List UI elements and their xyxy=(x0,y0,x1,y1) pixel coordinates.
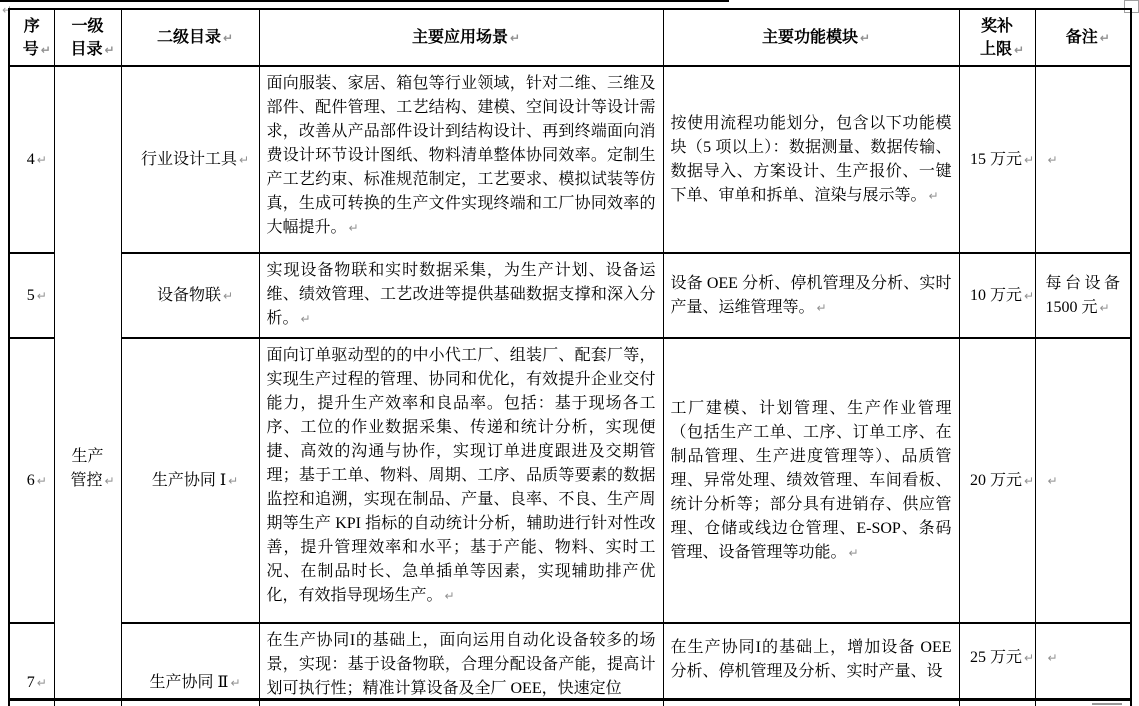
level2-label: 生产协同 Ⅰ xyxy=(151,471,227,489)
cell-level2 xyxy=(121,66,259,253)
paragraph-mark-icon: ↵ xyxy=(1047,152,1058,167)
cell-level2 xyxy=(121,253,259,338)
cell-subsidy xyxy=(959,338,1035,623)
cell-serial xyxy=(9,623,54,706)
modules-text: 在生产协同I的基础上，增加设备 OEE 分析、停机管理及分析、实时产量、设 xyxy=(670,639,952,680)
cell-serial xyxy=(9,338,54,623)
cell-serial xyxy=(9,66,54,253)
paragraph-mark-icon: ↵ xyxy=(816,300,827,315)
subsidy-amount: 25 万元 xyxy=(969,649,1022,666)
col-header-scenario xyxy=(259,9,663,66)
paragraph-mark-icon: ↵ xyxy=(1024,152,1035,167)
scenario-text: 面向订单驱动型的的中小代工厂、组装厂、配套厂等，实现生产过程的管理、协同和优化，有效提升企业交付能力，提升生产效率和良品率。包括：基于现场各工序、工位的作业数据采集、传递和统计分析，实现便捷、高效的沟通与协作，实现订单进度跟进及交期管理；基于工单、物料、周期、工序、品质等要素的数据监控和追溯，实现在制品、产量、良率、不良、生产周期等生产 KPI 指标的自动统计分析，辅助进行针对性改善，提升管理效率和水平；基于产能、物料、实时工况、在制品时长、急单插单等因素，实现辅助排产优化，有效指导现场生产。 xyxy=(266,347,656,604)
paragraph-mark-icon: ↵ xyxy=(36,152,47,167)
cell-serial xyxy=(9,253,54,338)
table-row xyxy=(9,338,1131,623)
col-header-level1 xyxy=(54,9,121,66)
paragraph-mark-icon: ↵ xyxy=(228,473,239,488)
paragraph-mark-icon: ↵ xyxy=(230,676,241,690)
cell-subsidy xyxy=(959,253,1035,338)
col-header-remark-label: 备注 xyxy=(1065,29,1098,46)
cell-scenario xyxy=(259,253,663,338)
level2-label: 生产协同 Ⅱ xyxy=(149,674,229,691)
serial-number: 5 xyxy=(26,286,35,304)
level2-label: 设备物联 xyxy=(156,286,221,304)
paragraph-mark-icon: ↵ xyxy=(40,42,51,57)
cell-scenario xyxy=(259,338,663,623)
paragraph-mark-icon: ↵ xyxy=(239,152,250,167)
serial-number: 4 xyxy=(26,150,35,168)
col-header-scenario-label: 主要应用场景 xyxy=(411,29,508,46)
paragraph-mark-icon: ↵ xyxy=(36,288,47,303)
cell-level1-merged xyxy=(54,66,121,706)
paragraph-mark-icon: ↵ xyxy=(223,288,234,303)
cell-modules xyxy=(663,338,959,623)
col-header-subsidy xyxy=(959,9,1035,66)
serial-number: 7 xyxy=(26,674,35,691)
col-header-level2-label: 二级目录 xyxy=(156,29,221,46)
modules-text: 按使用流程功能划分，包含以下功能模块（5 项以上）：数据测量、数据传输、数据导入、方案设计、生产报价、一键下单、审单和拆单、渲染与展示等。 xyxy=(670,114,952,204)
paragraph-mark-icon: ↵ xyxy=(348,221,359,235)
table-row xyxy=(9,253,1131,338)
level2-label: 行业设计工具 xyxy=(140,150,237,168)
header-row xyxy=(9,9,1131,66)
serial-number: 6 xyxy=(26,471,35,489)
subsidy-catalog-table xyxy=(8,8,1132,706)
scroll-fragment xyxy=(1092,703,1122,705)
col-header-serial-label: 序号 xyxy=(22,17,40,58)
remark-text: 每台设备 1500 元 xyxy=(1045,274,1120,316)
table-row xyxy=(9,623,1131,706)
col-header-remark xyxy=(1035,9,1131,66)
cell-remark xyxy=(1035,338,1131,623)
scenario-text: 在生产协同I的基础上，面向运用自动化设备较多的场景，实现：基于设备物联，合理分配设备产能，提高计划可执行性；精准计算设备及全厂 OEE，快速定位 xyxy=(266,632,656,697)
paragraph-mark-icon: ↵ xyxy=(36,676,47,690)
page-bottom-rule xyxy=(8,698,1130,701)
cell-remark xyxy=(1035,66,1131,253)
cell-remark xyxy=(1035,253,1131,338)
paragraph-mark-icon: ↵ xyxy=(36,473,47,488)
cell-level2 xyxy=(121,338,259,623)
cell-modules xyxy=(663,253,959,338)
paragraph-mark-icon: ↵ xyxy=(104,473,115,488)
cell-modules xyxy=(663,66,959,253)
col-header-level1-label: 一级目录 xyxy=(70,17,104,58)
col-header-level2 xyxy=(121,9,259,66)
modules-text: 设备 OEE 分析、停机管理及分析、实时产量、运维管理等。 xyxy=(670,274,952,316)
cell-level2 xyxy=(121,623,259,706)
cell-remark xyxy=(1035,623,1131,706)
paragraph-mark-icon: ↵ xyxy=(1014,42,1025,57)
cell-scenario xyxy=(259,623,663,706)
table-row xyxy=(9,66,1131,253)
cell-scenario xyxy=(259,66,663,253)
previous-content-rule xyxy=(0,0,729,2)
paragraph-mark-icon: ↵ xyxy=(1024,651,1035,665)
paragraph-mark-icon: ↵ xyxy=(444,589,455,603)
col-header-subsidy-label: 奖补上限 xyxy=(979,17,1013,58)
cell-subsidy xyxy=(959,623,1035,706)
subsidy-amount: 10 万元 xyxy=(969,286,1022,304)
paragraph-mark-icon: ↵ xyxy=(1047,473,1058,488)
paragraph-mark-icon: ↵ xyxy=(104,42,115,57)
scenario-text: 面向服装、家居、箱包等行业领域，针对二维、三维及部件、配件管理、工艺结构、建模、空间设计等设计需求，改善从产品部件设计到结构设计、再到终端面向消费设计环节设计图纸、物料清单整体协同效率。定制生产工艺约束、标准规范制定，工艺要求、模拟试装等仿真，生成可转换的生产文件实现终端和工厂协同效率的大幅提升。 xyxy=(266,75,656,236)
subsidy-amount: 20 万元 xyxy=(969,471,1022,489)
cell-subsidy xyxy=(959,66,1035,253)
col-header-modules xyxy=(663,9,959,66)
paragraph-mark-icon: ↵ xyxy=(300,312,311,326)
paragraph-mark-icon: ↵ xyxy=(1047,651,1058,665)
modules-text: 工厂建模、计划管理、生产作业管理（包括生产工单、工序、订单工序、在制品管理、生产进度管理等）、品质管理、异常处理、绩效管理、车间看板、统计分析等；部分具有进销存、供应管理、仓储或线边仓管理、E-SOP、条码管理、设备管理等功能。 xyxy=(670,399,952,561)
paragraph-mark-icon: ↵ xyxy=(1024,473,1035,488)
col-header-modules-label: 主要功能模块 xyxy=(761,29,858,46)
level1-label: 生产管控 xyxy=(70,447,104,489)
paragraph-mark-icon: ↵ xyxy=(928,188,939,203)
paragraph-mark-icon: ↵ xyxy=(510,31,521,45)
paragraph-mark-icon: ↵ xyxy=(848,545,859,560)
paragraph-mark-icon: ↵ xyxy=(2,3,13,17)
scenario-text: 实现设备物联和实时数据采集，为生产计划、设备运维、绩效管理、工艺改进等提供基础数据支撑和深入分析。 xyxy=(266,262,656,327)
paragraph-mark-icon: ↵ xyxy=(1099,300,1110,315)
paragraph-mark-icon: ↵ xyxy=(223,31,234,45)
subsidy-amount: 15 万元 xyxy=(969,150,1022,168)
paragraph-mark-icon: ↵ xyxy=(1099,31,1110,45)
col-header-serial xyxy=(9,9,54,66)
cell-modules xyxy=(663,623,959,706)
paragraph-mark-icon: ↵ xyxy=(860,31,871,45)
paragraph-mark-icon: ↵ xyxy=(1024,288,1035,303)
